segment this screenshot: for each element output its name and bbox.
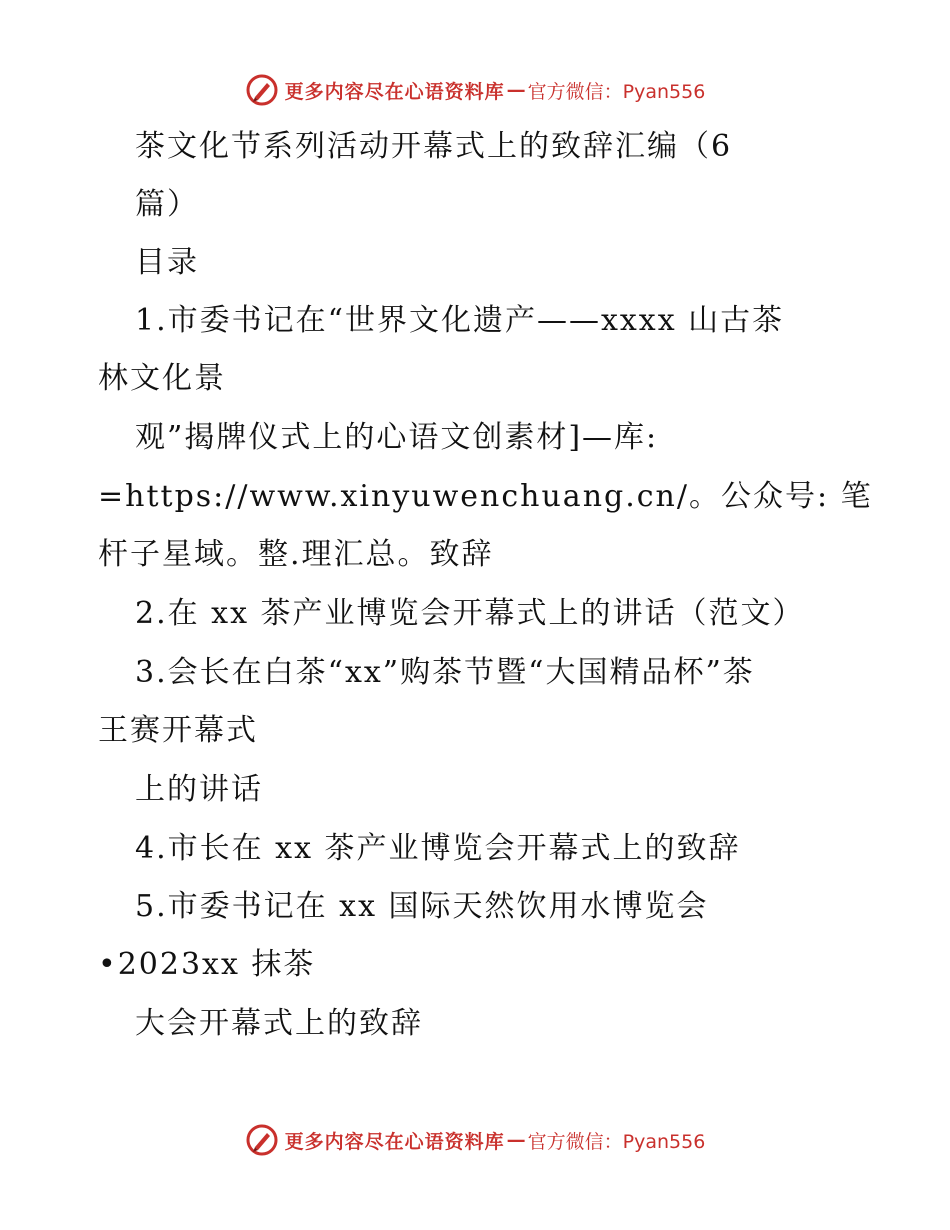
toc-item-5-line-2: •2023xx 抹茶 — [98, 947, 316, 982]
pen-logo-icon — [245, 1123, 279, 1157]
toc-item-2: 2.在 xx 茶产业博览会开幕式上的讲话（范文） — [135, 596, 805, 631]
pen-logo-icon — [245, 73, 279, 107]
toc-item-5-line-1: 5.市委书记在 xx 国际天然饮用水博览会 — [135, 889, 709, 924]
toc-item-4: 4.市长在 xx 茶产业博览会开幕式上的致辞 — [135, 831, 741, 866]
header-watermark — [0, 70, 950, 110]
watermark-separator: — — [506, 1129, 526, 1151]
toc-item-3-line-1: 3.会长在白茶“xx”购茶节暨“大国精品杯”茶 — [135, 655, 755, 690]
toc-item-1-line-4: =https://www.xinyuwenchuang.cn/。公众号: 笔 — [98, 479, 873, 514]
watermark-contact: 官方微信：Pyan556 — [527, 80, 706, 103]
watermark-separator: — — [506, 79, 526, 101]
toc-item-1-line-1: 1.市委书记在“世界文化遗产——xxxx 山古茶 — [135, 303, 785, 338]
toc-item-1-line-5: 杆子星域。整.理汇总。致辞 — [98, 537, 494, 572]
watermark-text: 更多内容尽在心语资料库 — [284, 80, 505, 103]
toc-item-5-line-3: 大会开幕式上的致辞 — [135, 1006, 423, 1041]
toc-heading: 目录 — [135, 245, 199, 280]
toc-item-3-line-3: 上的讲话 — [135, 772, 263, 807]
toc-item-1-line-2: 林文化景 — [98, 361, 226, 396]
document-title-line-1: 茶文化节系列活动开幕式上的致辞汇编（6 — [135, 129, 733, 164]
document-title-line-2: 篇） — [135, 187, 199, 222]
watermark-contact: 官方微信：Pyan556 — [527, 1130, 706, 1153]
watermark-text: 更多内容尽在心语资料库 — [284, 1130, 505, 1153]
toc-item-1-line-3: 观”揭牌仪式上的心语文创素材]—库: — [135, 420, 659, 455]
toc-item-3-line-2: 王赛开幕式 — [98, 713, 258, 748]
footer-watermark — [0, 1120, 950, 1160]
